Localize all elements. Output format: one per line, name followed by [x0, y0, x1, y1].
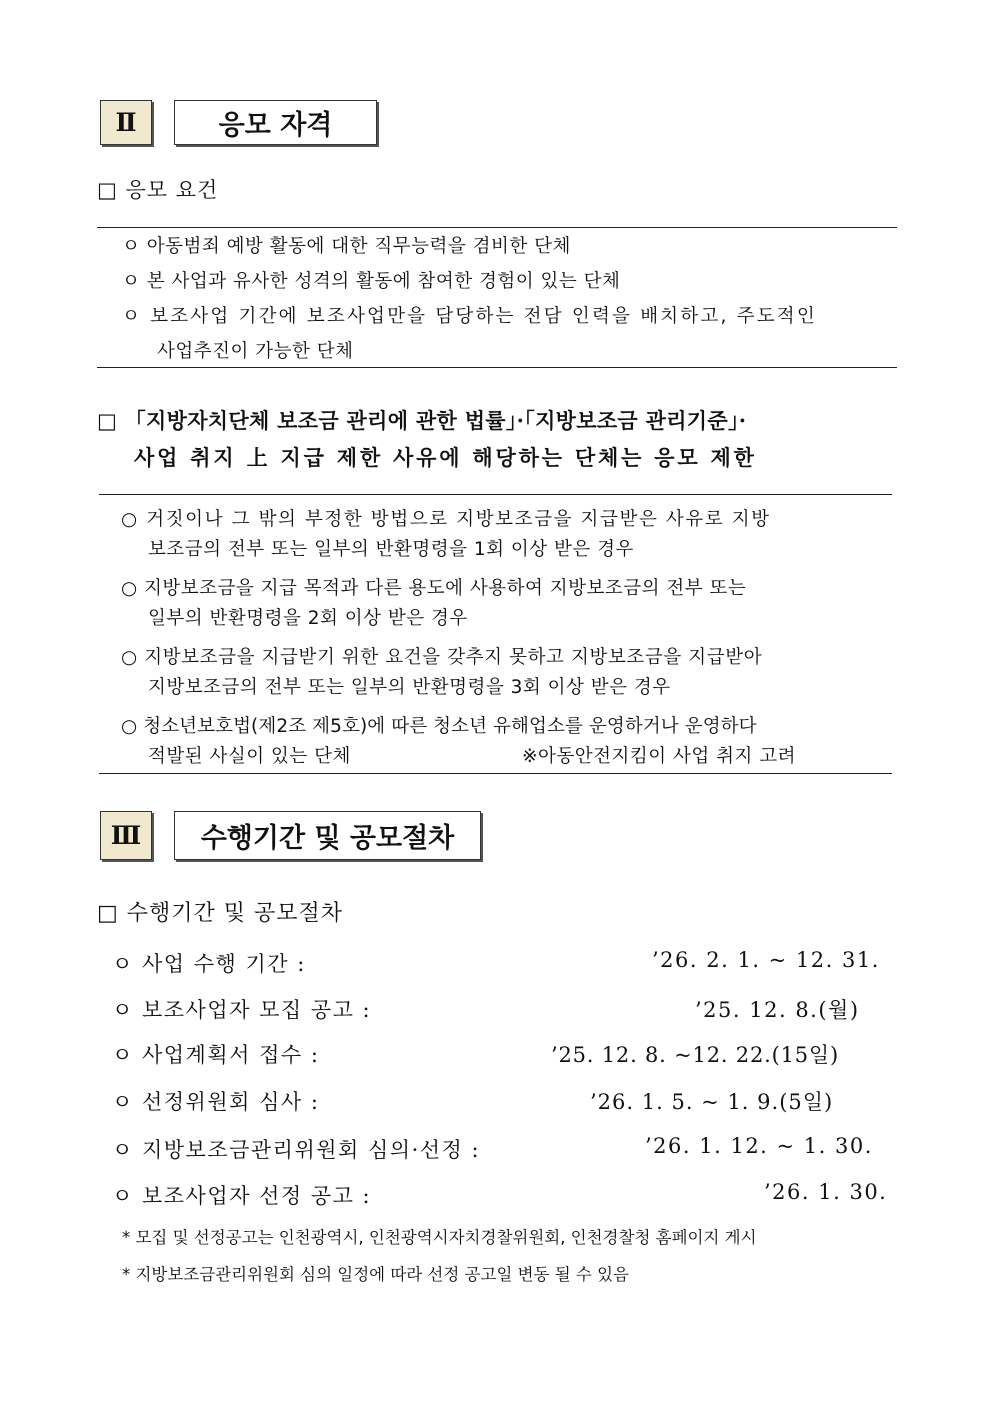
restriction-item-continued: 적발된 사실이 있는 단체 — [148, 746, 351, 767]
schedule-value: ’25. 12. 8. ~12. 22.(15일) — [551, 1043, 839, 1067]
schedule-label: ㅇ 보조사업자 모집 공고 : — [112, 998, 372, 1022]
restriction-heading-line1: □ 「지방자치단체 보조금 관리에 관한 법률」·「지방보조금 관리기준」· — [97, 408, 747, 433]
schedule-label: ㅇ 선정위원회 심사 : — [112, 1090, 320, 1114]
section-number-2: Ⅱ — [100, 100, 152, 145]
footnote: * 지방보조금관리위원회 심의 일정에 따라 선정 공고일 변동 될 수 있음 — [122, 1265, 629, 1284]
requirements-heading: □ 응모 요건 — [97, 178, 219, 202]
requirement-item: ㅇ 본 사업과 유사한 성격의 활동에 참여한 경험이 있는 단체 — [122, 271, 621, 292]
requirement-item: ㅇ 보조사업 기간에 보조사업만을 담당하는 전담 인력을 배치하고, 주도적인 — [122, 306, 817, 327]
schedule-value: ’26. 1. 30. — [764, 1180, 888, 1204]
restriction-item: ○ 거짓이나 그 밖의 부정한 방법으로 지방보조금을 지급받은 사유로 지방 — [121, 509, 771, 530]
restriction-note: ※아동안전지킴이 사업 취지 고려 — [522, 746, 796, 767]
schedule-value: ’26. 1. 5. ~ 1. 9.(5일) — [590, 1090, 834, 1114]
schedule-label: ㅇ 보조사업자 선정 공고 : — [112, 1184, 372, 1208]
schedule-value: ’26. 2. 1. ~ 12. 31. — [652, 948, 880, 972]
schedule-label: ㅇ 사업 수행 기간 : — [112, 952, 306, 976]
section-number-3: Ⅲ — [100, 811, 152, 860]
schedule-value: ’26. 1. 12. ~ 1. 30. — [645, 1134, 873, 1158]
restriction-item: ○ 청소년보호법(제2조 제5호)에 따른 청소년 유해업소를 운영하거나 운영하다 — [121, 716, 757, 737]
restriction-item-continued: 보조금의 전부 또는 일부의 반환명령을 1회 이상 받은 경우 — [148, 539, 634, 560]
divider — [99, 494, 892, 495]
restriction-item-continued: 지방보조금의 전부 또는 일부의 반환명령을 3회 이상 받은 경우 — [148, 677, 671, 698]
schedule-value: ’25. 12. 8.(월) — [695, 998, 860, 1022]
schedule-label: ㅇ 사업계획서 접수 : — [112, 1043, 320, 1067]
section-title-2: 응모 자격 — [174, 100, 377, 145]
schedule-label: ㅇ 지방보조금관리위원회 심의·선정 : — [112, 1138, 481, 1162]
section-title-3: 수행기간 및 공모절차 — [174, 811, 481, 860]
requirement-item: ㅇ 아동범죄 예방 활동에 대한 직무능력을 겸비한 단체 — [122, 236, 571, 257]
divider — [99, 773, 892, 774]
divider — [97, 227, 897, 228]
restriction-item-continued: 일부의 반환명령을 2회 이상 받은 경우 — [148, 608, 468, 629]
footnote: * 모집 및 선정공고는 인천광역시, 인천광역시자치경찰위원회, 인천경찰청 홈페이지 게시 — [122, 1228, 757, 1247]
restriction-heading-line2: 사업 취지 上 지급 제한 사유에 해당하는 단체는 응모 제한 — [134, 445, 757, 470]
divider — [97, 367, 897, 368]
restriction-item: ○ 지방보조금을 지급 목적과 다른 용도에 사용하여 지방보조금의 전부 또는 — [121, 578, 747, 599]
schedule-heading: □ 수행기간 및 공모절차 — [97, 901, 344, 926]
restriction-item: ○ 지방보조금을 지급받기 위한 요건을 갖추지 못하고 지방보조금을 지급받아 — [121, 647, 763, 668]
requirement-item-continued: 사업추진이 가능한 단체 — [157, 341, 354, 362]
